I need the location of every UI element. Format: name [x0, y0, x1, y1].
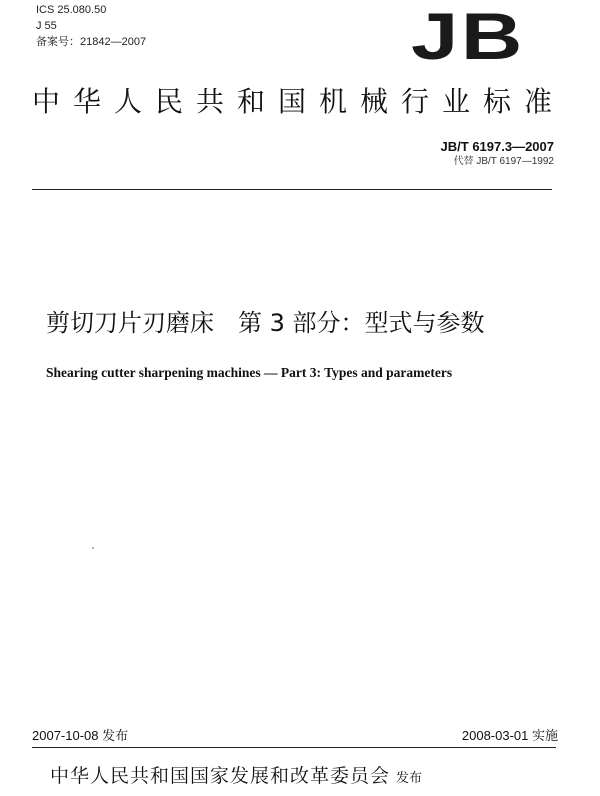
standard-code: JB/T 6197.3—2007	[440, 139, 554, 154]
standard-number-block	[441, 138, 554, 169]
chinese-title: 剪切刀片刃磨床 第 3 部分：型式与参数	[46, 309, 485, 337]
implementation-date: 2008-03-01 实施	[461, 728, 558, 743]
replaces-standard: 代替 JB/T 6197—1992	[453, 156, 554, 167]
publish-tag: 发布	[396, 771, 423, 786]
top-divider	[32, 189, 552, 190]
bottom-divider	[32, 747, 556, 748]
publisher-name: 中华人民共和国国家发展和改革委员会	[50, 765, 391, 787]
record-number: 备案号：21842—2007	[36, 36, 147, 48]
ics-code: ICS 25.080.50	[36, 4, 107, 16]
issue-date: 2007-10-08 发布	[32, 728, 129, 743]
english-title: Shearing cutter sharpening machines — Part 3: Types and parameters	[46, 365, 453, 380]
jb-logo-text: JB	[411, 6, 525, 64]
publisher-line	[50, 763, 570, 792]
classification-code: J 55	[36, 20, 57, 32]
jb-logo	[408, 6, 528, 64]
org-title: 中华人民共和国机械行业标准	[32, 85, 566, 118]
header-meta	[36, 2, 146, 50]
scan-speck	[92, 547, 94, 549]
